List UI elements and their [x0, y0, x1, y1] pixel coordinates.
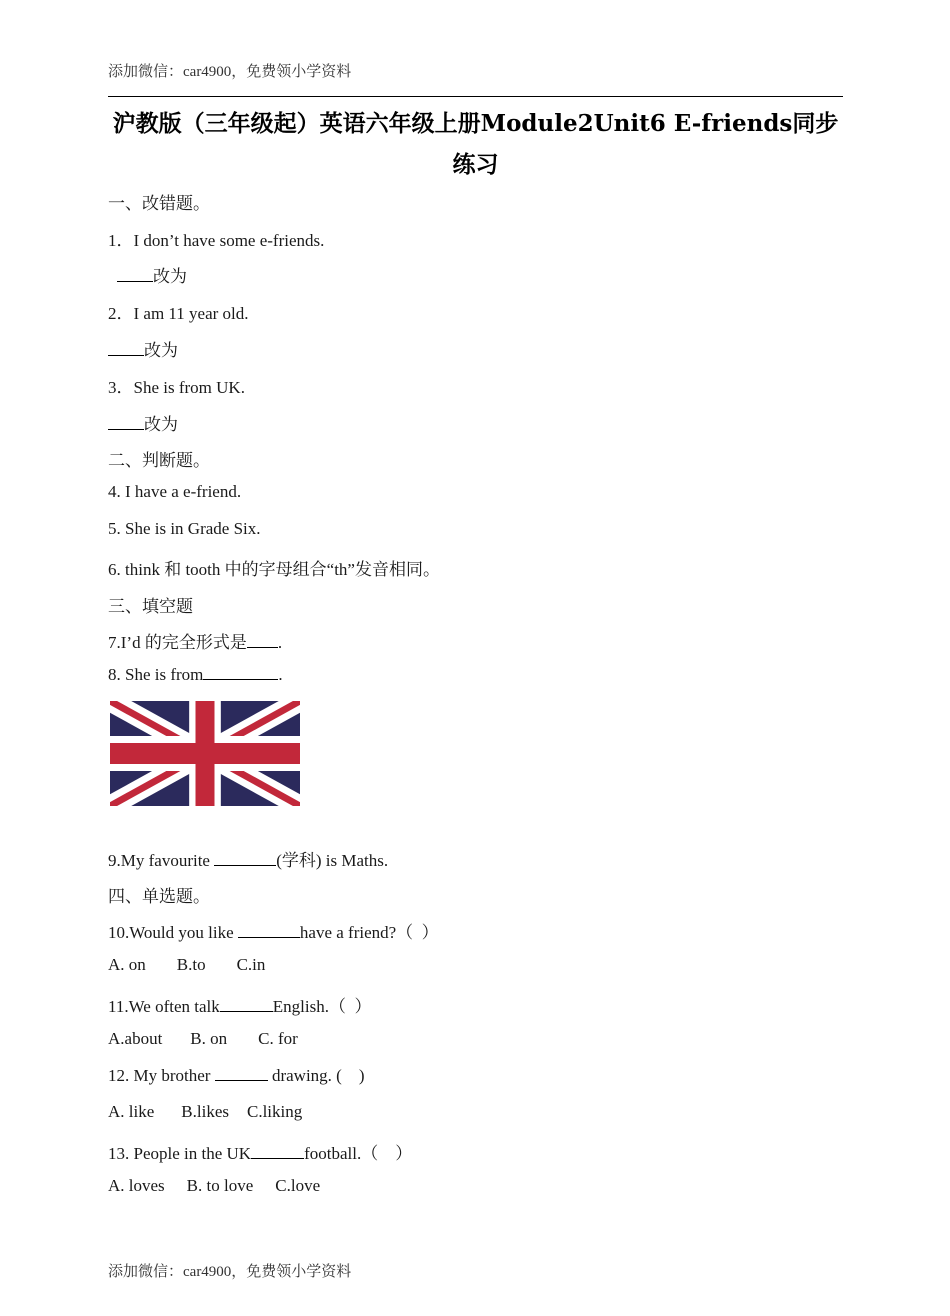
- option-b: B.likes: [181, 1102, 229, 1121]
- option-b: B. on: [190, 1029, 228, 1048]
- option-c: C.liking: [246, 1102, 303, 1121]
- answer-label: 改为: [144, 341, 178, 360]
- answer-blank: [247, 633, 278, 648]
- option-b: B.to: [176, 955, 206, 974]
- option-c: C.in: [236, 955, 266, 974]
- question-11-options: [108, 1029, 298, 1049]
- question-2: 2．I am 11 year old.: [108, 304, 249, 323]
- answer-blank: [108, 415, 144, 430]
- question-1: 1．I don’t have some e-friends.: [108, 231, 325, 250]
- question-10: 10.Would you like have a friend?（ ）: [108, 923, 439, 942]
- question-1-answer: [117, 262, 187, 287]
- document-title: 沪教版（三年级起）英语六年级上册Module2Unit6 E-friends同步练习: [112, 110, 839, 178]
- question-13: 13. People in the UK football.（ ）: [108, 1144, 413, 1163]
- question-3: 3．She is from UK.: [108, 378, 245, 397]
- option-a: A. on: [108, 955, 146, 974]
- question-13-options: [108, 1176, 320, 1196]
- page-header: 添加微信：car4900，免费领小学资料: [108, 64, 352, 80]
- question-10-options: [108, 955, 265, 975]
- answer-blank: [220, 997, 273, 1012]
- question-12: 12. My brother drawing. ( ): [108, 1066, 365, 1085]
- option-b: B. to love: [186, 1176, 254, 1195]
- page-footer: 添加微信：car4900，免费领小学资料: [108, 1264, 352, 1280]
- answer-blank: [117, 267, 153, 282]
- option-a: A.about: [108, 1029, 163, 1048]
- question-5: 5. She is in Grade Six.: [108, 519, 261, 538]
- answer-blank: [214, 851, 276, 866]
- option-c: C. for: [258, 1029, 298, 1048]
- question-11: 11.We often talk English.（ ）: [108, 997, 372, 1016]
- answer-blank: [251, 1144, 304, 1159]
- question-9: 9.My favourite (学科) is Maths.: [108, 851, 389, 870]
- union-jack-flag-image: [110, 701, 300, 806]
- answer-blank: [203, 665, 278, 680]
- answer-blank: [238, 923, 300, 938]
- question-12-options: [108, 1102, 302, 1122]
- option-c: C.love: [275, 1176, 321, 1195]
- question-7: 7.I’d 的完全形式是 .: [108, 633, 283, 652]
- section-heading-correction: 一、改错题。: [108, 194, 210, 213]
- header-rule: [108, 96, 843, 97]
- section-heading-judgement: 二、判断题。: [108, 451, 210, 470]
- section-heading-fill: 三、填空题: [108, 597, 193, 616]
- option-a: A. like: [108, 1102, 155, 1121]
- answer-blank: [215, 1066, 268, 1081]
- answer-label: 改为: [144, 415, 178, 434]
- option-a: A. loves: [108, 1176, 165, 1195]
- question-6: 6. think 和 tooth 中的字母组合“th”发音相同。: [108, 560, 440, 579]
- answer-label: 改为: [153, 267, 187, 286]
- question-4: 4. I have a e-friend.: [108, 482, 242, 501]
- answer-blank: [108, 341, 144, 356]
- section-heading-choice: 四、单选题。: [108, 887, 210, 906]
- question-3-answer: [108, 410, 178, 435]
- question-8: 8. She is from .: [108, 665, 283, 684]
- question-2-answer: [108, 336, 178, 361]
